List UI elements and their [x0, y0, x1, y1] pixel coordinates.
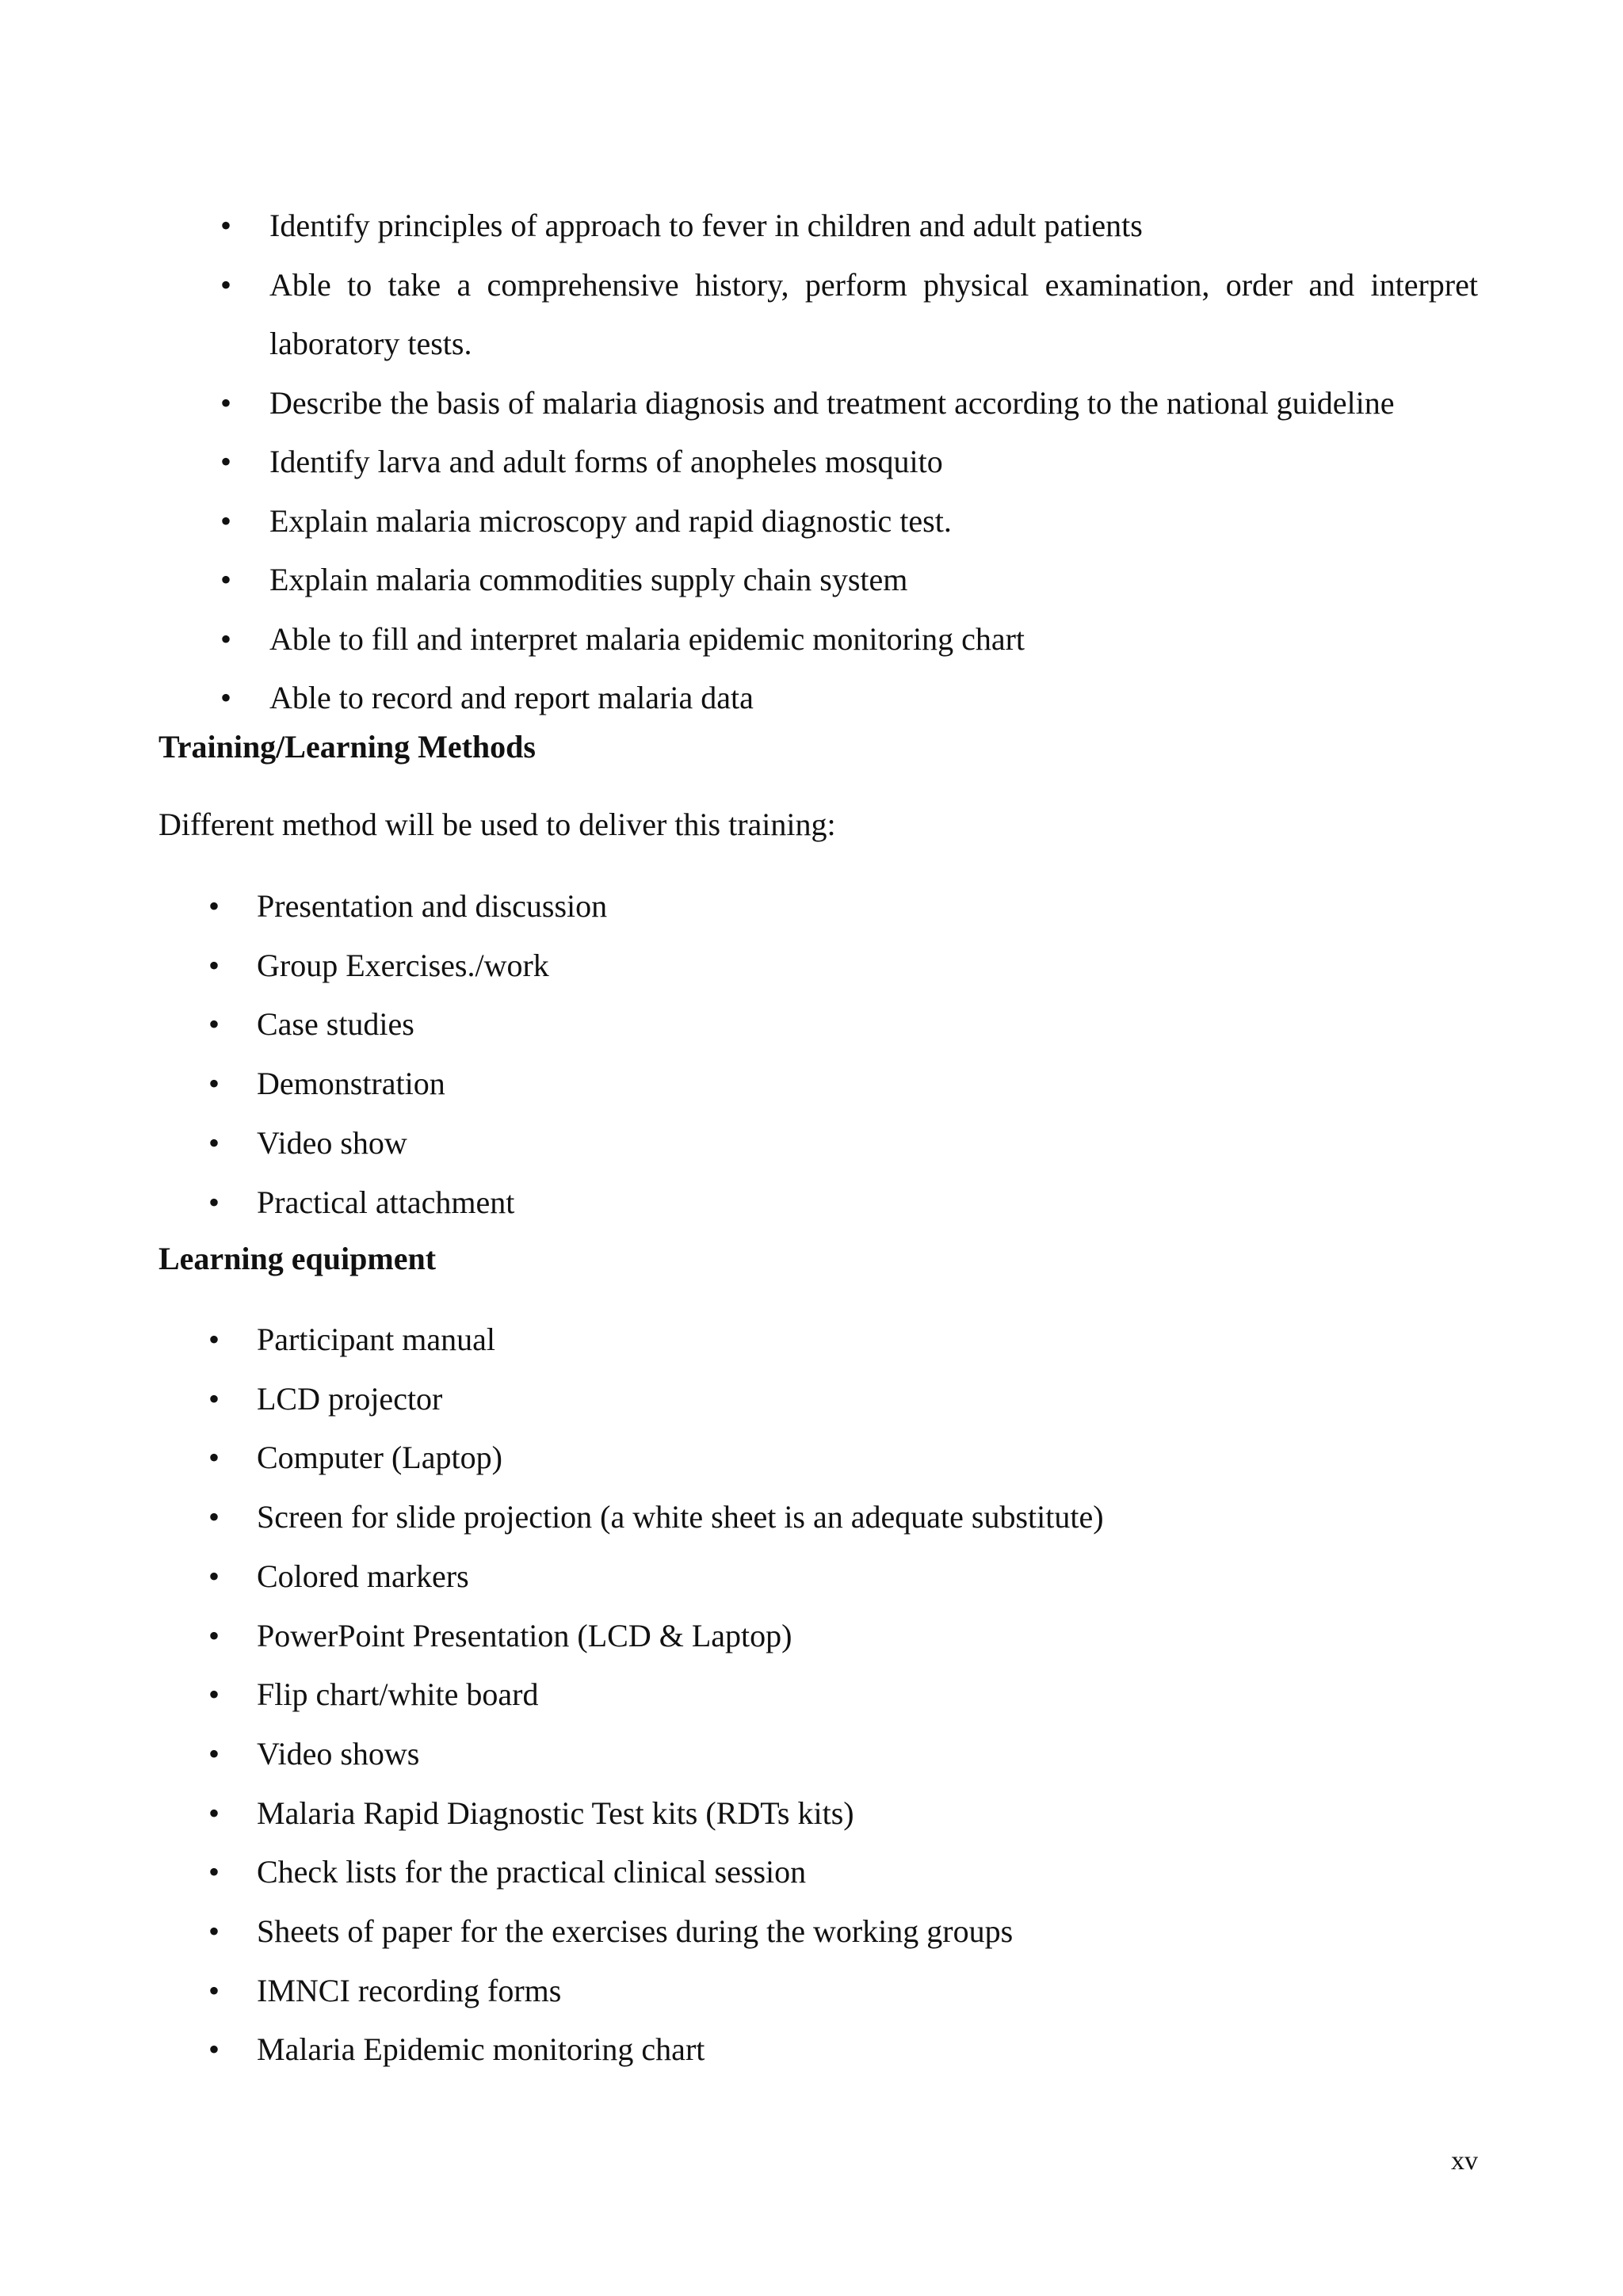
list-item: • Identify larva and adult forms of anopheles mosquito: [210, 433, 1478, 492]
list-item: • Presentation and discussion: [198, 877, 1466, 936]
bullet-icon: •: [208, 1380, 220, 1417]
list-item: • Check lists for the practical clinical session: [198, 1843, 1466, 1902]
bullet-icon: •: [208, 1184, 220, 1220]
methods-intro: Different method will be used to deliver this training:: [158, 807, 836, 842]
bullet-icon: •: [208, 1854, 220, 1890]
bullet-icon: •: [208, 1499, 220, 1535]
list-item: • Malaria Epidemic monitoring chart: [198, 2020, 1466, 2080]
list-item: • Video shows: [198, 1725, 1466, 1784]
list-item: • IMNCI recording forms: [198, 1962, 1466, 2021]
list-item: • Participant manual: [198, 1310, 1466, 1370]
list-item: • Group Exercises./work: [198, 936, 1466, 996]
objectives-list: [210, 196, 1478, 728]
list-item: • Computer (Laptop): [198, 1428, 1466, 1488]
bullet-icon: •: [208, 1006, 220, 1043]
bullet-icon: •: [208, 1972, 220, 2008]
bullet-icon: •: [208, 1735, 220, 1772]
list-item: • Flip chart/white board: [198, 1665, 1466, 1725]
bullet-icon: •: [220, 266, 231, 303]
bullet-icon: •: [208, 1794, 220, 1831]
bullet-icon: •: [220, 562, 231, 597]
list-item: • Malaria Rapid Diagnostic Test kits (RDTs kits): [198, 1784, 1466, 1844]
list-item: • PowerPoint Presentation (LCD & Laptop): [198, 1607, 1466, 1666]
methods-list: [198, 877, 1466, 1232]
list-item: • Sheets of paper for the exercises during the working groups: [198, 1902, 1466, 1962]
bullet-icon: •: [208, 1558, 220, 1594]
list-item: • Video show: [198, 1114, 1466, 1173]
bullet-icon: •: [208, 1124, 220, 1161]
list-item: • Practical attachment: [198, 1173, 1466, 1233]
methods-heading: Training/Learning Methods: [158, 729, 536, 765]
list-item: • LCD projector: [198, 1370, 1466, 1429]
list-item: • Identify principles of approach to fever in children and adult patients: [210, 196, 1478, 256]
list-item: • Able to record and report malaria data: [210, 669, 1478, 728]
list-item: • Explain malaria commodities supply chain system: [210, 551, 1478, 610]
list-item: • Explain malaria microscopy and rapid diagnostic test.: [210, 492, 1478, 551]
bullet-icon: •: [220, 444, 231, 479]
bullet-icon: •: [220, 384, 231, 421]
bullet-icon: •: [208, 1913, 220, 1950]
equipment-list: [198, 1310, 1466, 2080]
list-item: • Able to take a comprehensive history, perform physical examination, order and interpret laboratory tests.: [210, 256, 1478, 374]
bullet-icon: •: [208, 2031, 220, 2068]
bullet-icon: •: [220, 620, 231, 657]
list-item: • Demonstration: [198, 1055, 1466, 1114]
bullet-icon: •: [208, 947, 220, 983]
bullet-icon: •: [220, 680, 231, 715]
bullet-icon: •: [208, 888, 220, 924]
bullet-icon: •: [220, 502, 231, 539]
list-item: • Able to fill and interpret malaria epidemic monitoring chart: [210, 610, 1478, 669]
list-item: • Screen for slide projection (a white sheet is an adequate substitute): [198, 1488, 1466, 1547]
bullet-icon: •: [220, 208, 231, 243]
page-number: xv: [1451, 2146, 1478, 2176]
list-item: • Describe the basis of malaria diagnosis and treatment according to the national guideline: [210, 374, 1478, 433]
list-item: • Colored markers: [198, 1547, 1466, 1607]
equipment-heading: Learning equipment: [158, 1241, 437, 1276]
list-item: • Case studies: [198, 995, 1466, 1055]
bullet-icon: •: [208, 1066, 220, 1102]
bullet-icon: •: [208, 1617, 220, 1653]
bullet-icon: •: [208, 1676, 220, 1713]
bullet-icon: •: [208, 1440, 220, 1476]
bullet-icon: •: [208, 1322, 220, 1357]
